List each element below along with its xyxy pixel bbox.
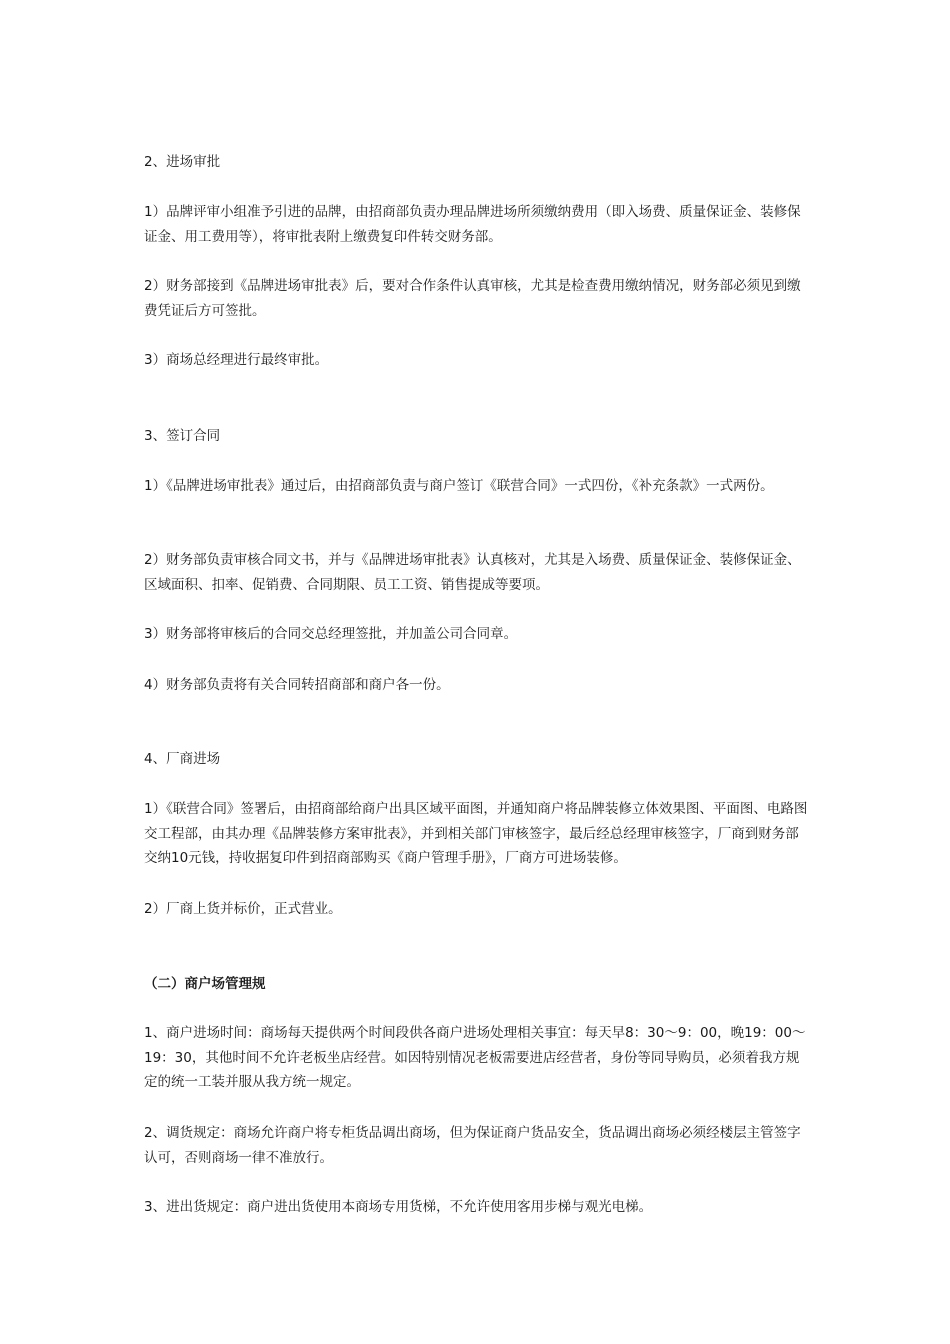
paragraph: 1）品牌评审小组准予引进的品牌，由招商部负责办理品牌进场所须缴纳费用（即入场费、质量保证金、装修保证金、用工费用等），将审批表附上缴费复印件转交财务部。 <box>144 204 801 245</box>
paragraph: 3）财务部将审核后的合同交总经理签批，并加盖公司合同章。 <box>144 626 518 642</box>
paragraph: 2）财务部负责审核合同文书，并与《品牌进场审批表》认真核对，尤其是入场费、质量保证金、装修保证金、区域面积、扣率、促销费、合同期限、员工工资、销售提成等要项。 <box>144 552 801 593</box>
section-heading-sign-contract: 3、签订合同 <box>144 428 221 444</box>
paragraph: 4）财务部负责将有关合同转招商部和商户各一份。 <box>144 677 450 693</box>
paragraph: 3）商场总经理进行最终审批。 <box>144 352 329 368</box>
paragraph: 1）《品牌进场审批表》通过后，由招商部负责与商户签订《联营合同》一式四份，《补充条款》一式两份。 <box>144 478 774 494</box>
paragraph: 3、进出货规定：商户进出货使用本商场专用货梯，不允许使用客用步梯与观光电梯。 <box>144 1199 653 1215</box>
part-heading-merchant-rules: （二）商户场管理规 <box>144 976 266 992</box>
paragraph: 1、商户进场时间：商场每天提供两个时间段供各商户进场处理相关事宜：每天早8：30～9：00，晚19：00～19：30，其他时间不允许老板坐店经营。如因特别情况老板需要进店经营者，身份等同导购员，必须着我方规定的统一工装并服从我方统一规定。 <box>144 1025 806 1090</box>
section-heading-vendor-entry: 4、厂商进场 <box>144 751 221 767</box>
paragraph: 2、调货规定：商场允许商户将专柜货品调出商场，但为保证商户货品安全，货品调出商场必须经楼层主管签字认可，否则商场一律不准放行。 <box>144 1125 801 1166</box>
paragraph: 2）财务部接到《品牌进场审批表》后，要对合作条件认真审核，尤其是检查费用缴纳情况，财务部必须见到缴费凭证后方可签批。 <box>144 278 801 319</box>
paragraph: 1）《联营合同》签署后，由招商部给商户出具区域平面图，并通知商户将品牌装修立体效果图、平面图、电路图交工程部，由其办理《品牌装修方案审批表》，并到相关部门审核签字，最后经总经理审核签字，厂商到财务部交纳10元钱，持收据复印件到招商部购买《商户管理手册》，厂商方可进场装修。 <box>144 801 808 866</box>
paragraph: 2）厂商上货并标价，正式营业。 <box>144 901 342 917</box>
section-heading-entry-approval: 2、进场审批 <box>144 154 221 170</box>
